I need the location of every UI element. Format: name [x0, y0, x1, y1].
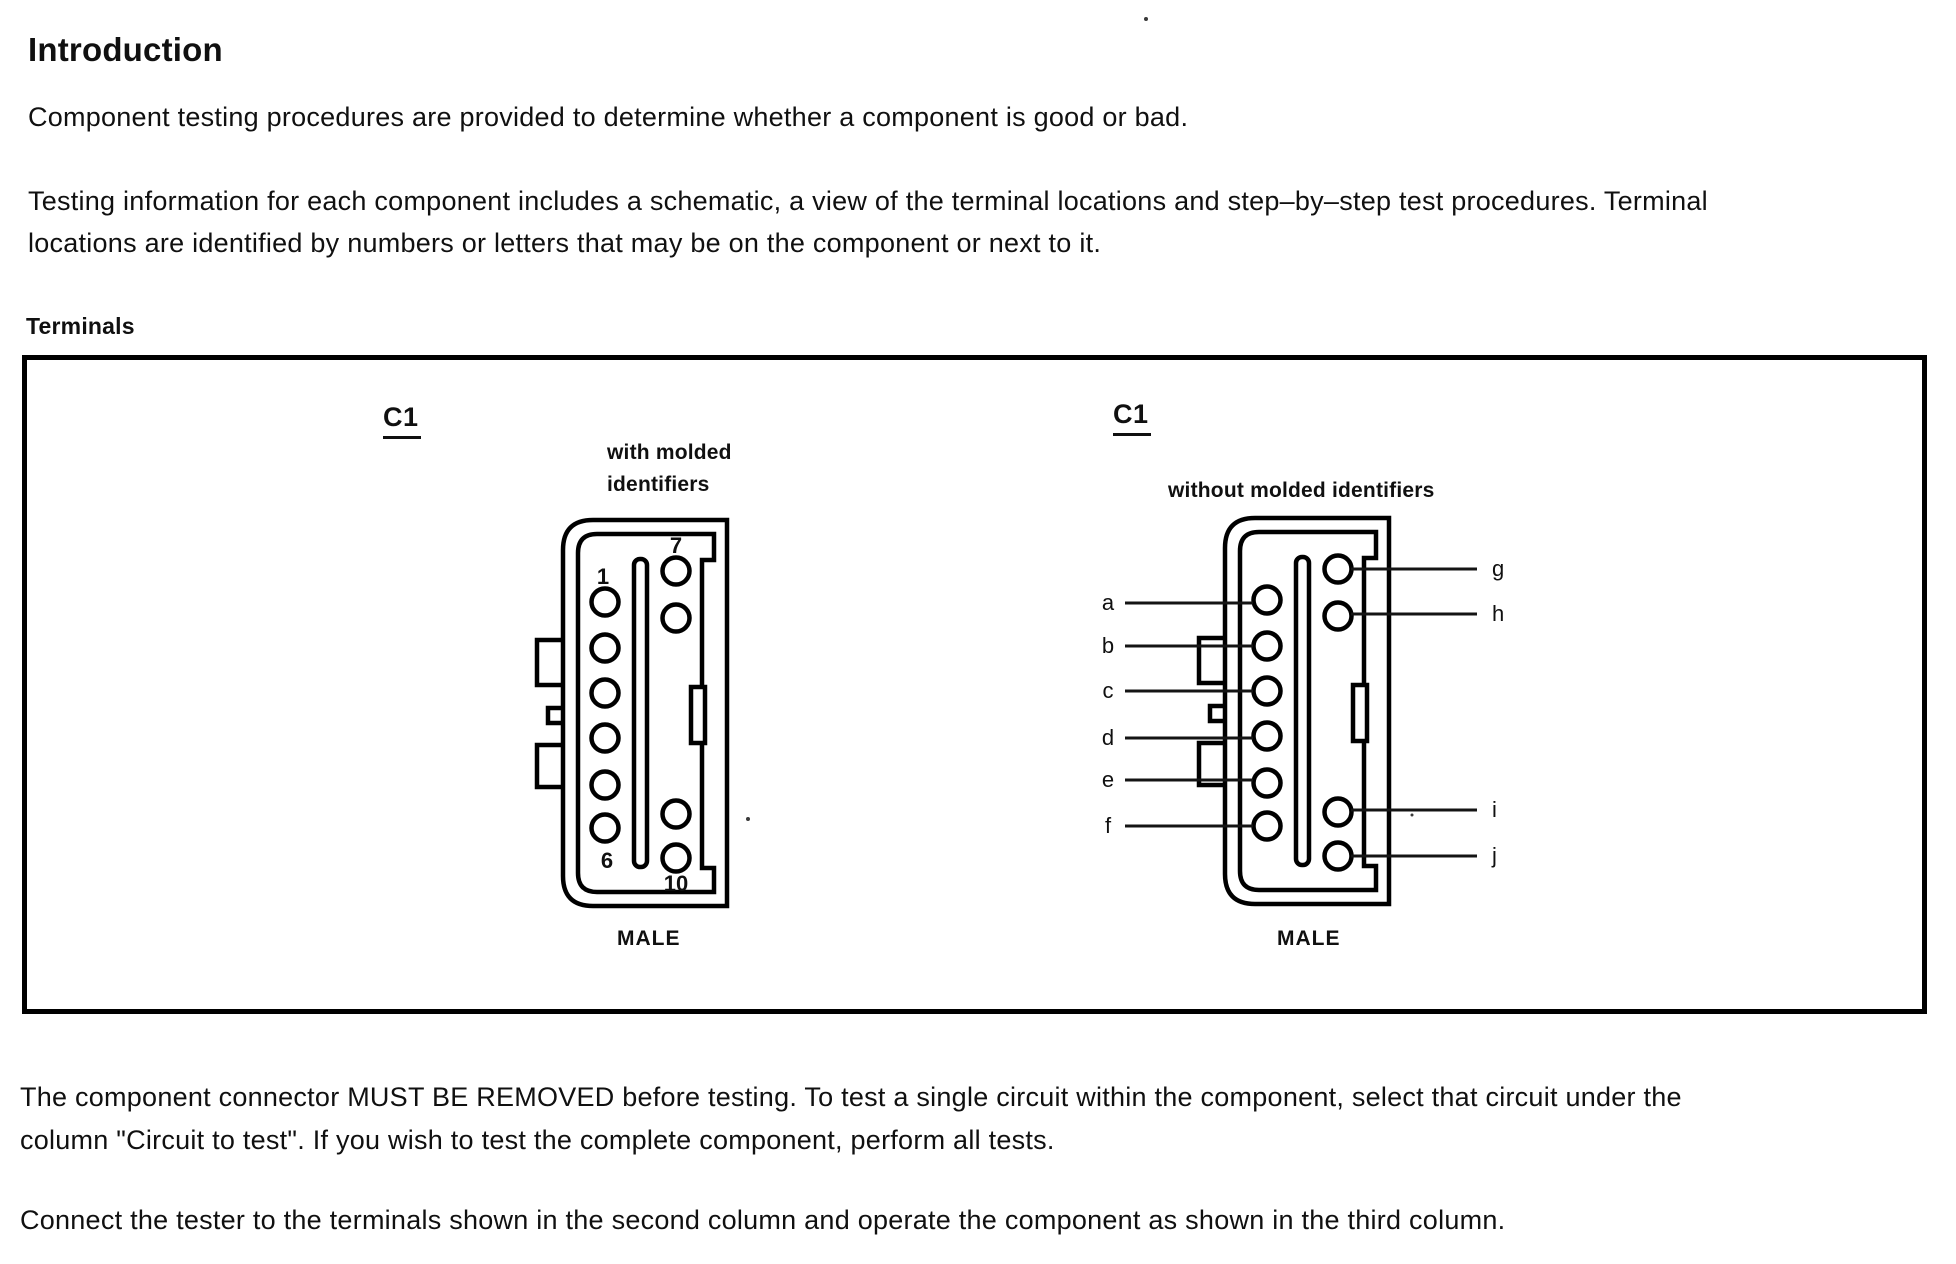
terminals-heading: Terminals — [26, 313, 135, 339]
right-connector-ref-label: C1 — [1113, 401, 1151, 436]
scan-speck — [746, 817, 750, 821]
intro-paragraph-1: Component testing procedures are provided to determine whether a component is good or bad. — [28, 102, 1189, 132]
terminal-letter-d: d — [1101, 725, 1115, 750]
connector-diagram-without-identifiers — [1199, 518, 1389, 904]
terminal-letter-f: f — [1104, 813, 1112, 838]
terminal-letter-e: e — [1101, 767, 1115, 792]
left-connector-caption: with molded identifiers — [607, 441, 732, 496]
scan-speck — [1144, 17, 1148, 21]
right-terminal-letters — [1491, 556, 1504, 868]
terminal-letter-j: j — [1492, 843, 1497, 868]
pin-label-6: 6 — [600, 848, 614, 873]
scan-speck — [1411, 814, 1414, 817]
tester-connection-paragraph: Connect the tester to the terminals shown in the second column and operate the component as shown in the third column. — [20, 1205, 1506, 1235]
intro-paragraph-2: Testing information for each component includes a schematic, a view of the terminal locations and step–by–step test procedures. Terminal locations are identified by numbers or letters that may be on the component or next to it. — [28, 186, 1708, 258]
terminal-letter-h: h — [1492, 601, 1505, 626]
connector-diagram-with-identifiers — [537, 520, 727, 906]
left-connector-ref-label: C1 — [383, 404, 421, 439]
testing-note-paragraph: The component connector MUST BE REMOVED before testing. To test a single circuit within the component, select that circuit under the column "Circuit to test". If you wish to test the complete component, perform all tests. — [20, 1082, 1682, 1155]
left-connector-gender-label: MALE — [617, 927, 681, 950]
pin-label-10: 10 — [663, 871, 689, 896]
terminal-letter-a: a — [1101, 590, 1115, 615]
terminal-letter-i: i — [1492, 797, 1497, 822]
page-title: Introduction — [28, 31, 223, 68]
pin-label-1: 1 — [596, 564, 610, 589]
right-connector-caption: without molded identifiers — [1168, 479, 1435, 502]
terminal-letter-c: c — [1102, 678, 1114, 703]
terminal-letter-b: b — [1101, 633, 1115, 658]
connector-diagrams — [22, 355, 1927, 1014]
pin-label-7: 7 — [669, 533, 683, 558]
right-connector-gender-label: MALE — [1277, 927, 1341, 950]
terminal-letter-g: g — [1492, 556, 1505, 581]
left-terminal-letters — [1102, 590, 1115, 838]
